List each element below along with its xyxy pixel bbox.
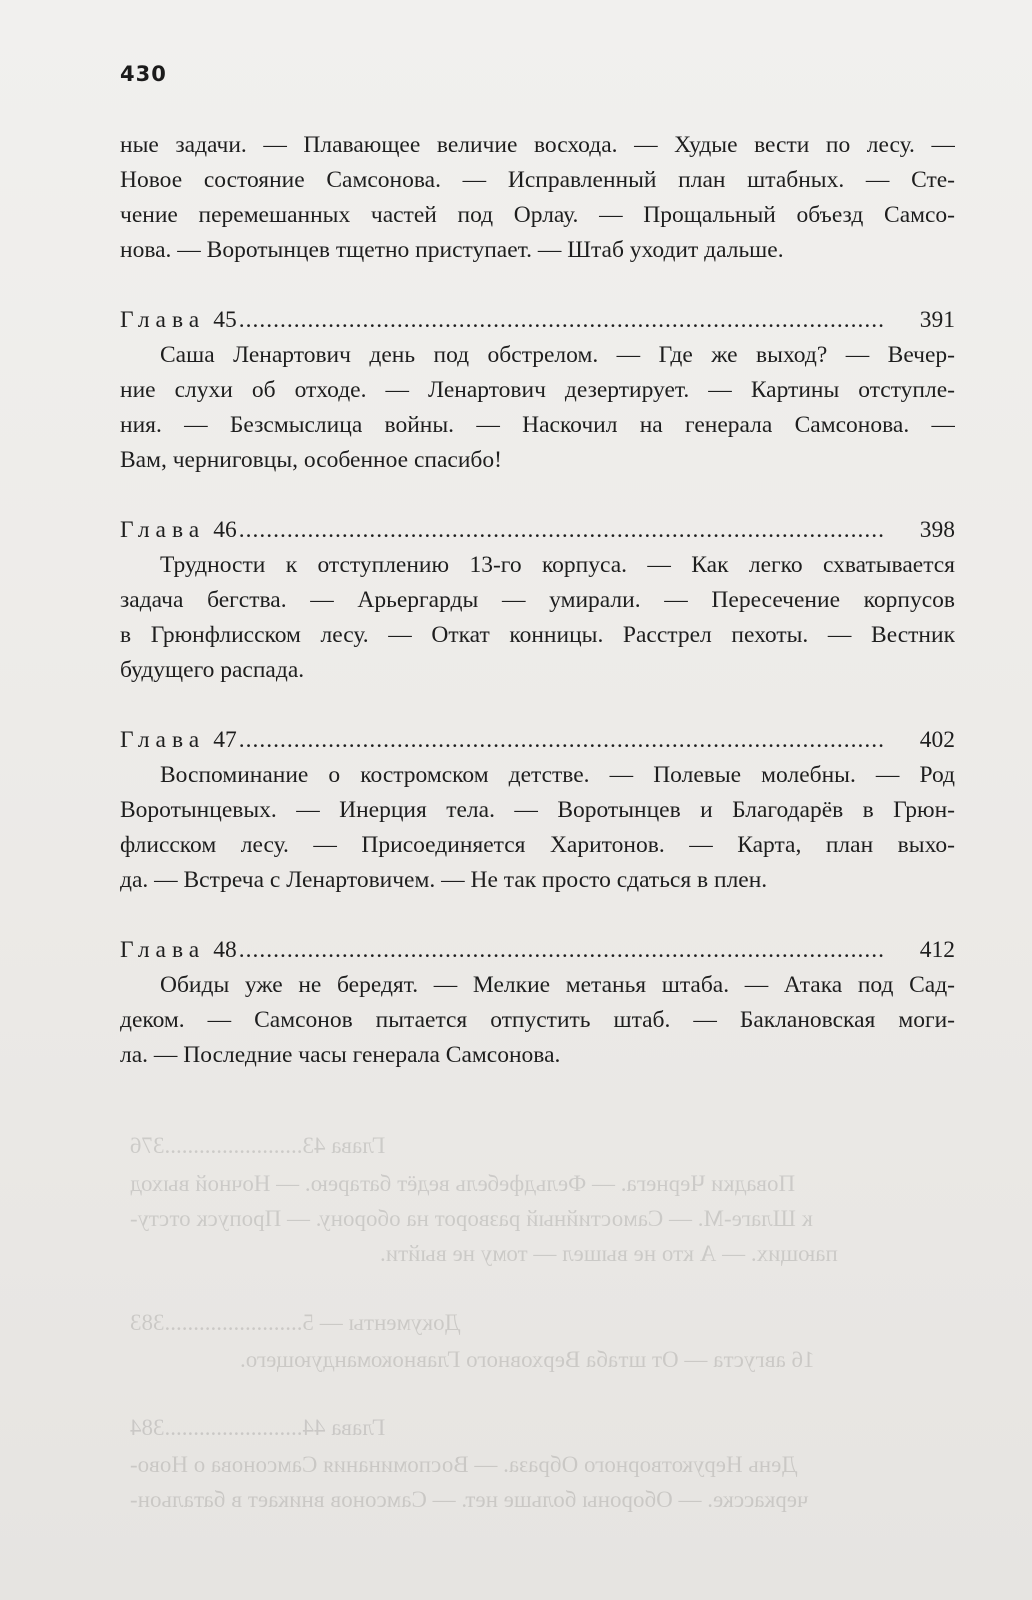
synopsis-line: ла. — Последние часы генерала Самсонова. — [120, 1042, 561, 1068]
chapter-heading-46 — [120, 513, 955, 548]
page-number: 430 — [120, 62, 167, 86]
bleed-through-line: Глава 43........................376 — [130, 1133, 386, 1158]
chapter-synopsis-48 — [120, 968, 955, 1073]
bleed-through-line: к Шлаге-М. — Самостийный разворот на оборону. — Пропуск отсту- — [130, 1206, 813, 1231]
bleed-through-line: Документы — 5........................383 — [130, 1310, 461, 1335]
synopsis-line: Трудности к отступлению 13-го корпуса. — Как легко схватывается — [160, 552, 955, 578]
dot-leader: .............................................................................................. — [238, 307, 885, 333]
dot-leader: .............................................................................................. — [238, 937, 885, 963]
chapter-label: Глава — [120, 937, 206, 963]
synopsis-line: будущего распада. — [120, 657, 305, 683]
synopsis-line: Воротынцевых. — Инерция тела. — Воротынцев и Благодарёв в Грюн- — [120, 797, 955, 823]
chapter-number: 47 — [213, 727, 237, 753]
chapter-heading-47 — [120, 723, 955, 758]
bleed-through-line: черкасске. — Обороны больше нет. — Самсонов вникает в батальон- — [130, 1487, 809, 1512]
chapter-synopsis-45 — [120, 338, 955, 478]
bleed-through-line: Глава 44........................384 — [130, 1415, 386, 1440]
synopsis-line: нова. — Воротынцев тщетно приступает. — Штаб уходит дальше. — [120, 237, 784, 263]
synopsis-line: ние слухи об отходе. — Ленартович дезертирует. — Картины отступле- — [120, 377, 955, 403]
chapter-number: 48 — [213, 937, 237, 963]
chapter-synopsis-47 — [120, 758, 955, 898]
dot-leader: .............................................................................................. — [238, 517, 885, 543]
synopsis-line: Обиды уже не бередят. — Мелкие метанья штаба. — Атака под Сад- — [160, 972, 955, 998]
synopsis-line: Вам, черниговцы, особенное спасибо! — [120, 447, 502, 473]
synopsis-line: флисском лесу. — Присоединяется Харитонов. — Карта, план выхо- — [120, 832, 955, 858]
synopsis-line: в Грюнфлисском лесу. — Откат конницы. Расстрел пехоты. — Вестник — [120, 622, 955, 648]
bleed-through-line: 16 августа — От штаба Верховного Главнокомандующего. — [240, 1347, 815, 1372]
chapter-number: 45 — [213, 307, 237, 333]
synopsis-line: задача бегства. — Арьергарды — умирали. — Пересечение корпусов — [120, 587, 955, 613]
chapter-page-ref: 412 — [919, 937, 955, 963]
chapter-number: 46 — [213, 517, 237, 543]
chapter-heading-45 — [120, 303, 955, 338]
bleed-through-line: День Нерукотворного Образа. — Воспоминания Самсонова о Ново- — [130, 1452, 798, 1477]
chapter-synopsis-46 — [120, 548, 955, 688]
synopsis-line: Воспоминание о костромском детстве. — Полевые молебны. — Род — [160, 762, 955, 788]
synopsis-line: да. — Встреча с Ленартовичем. — Не так просто сдаться в плен. — [120, 867, 768, 893]
chapter-page-ref: 391 — [919, 307, 955, 333]
synopsis-line: Новое состояние Самсонова. — Исправленный план штабных. — Сте- — [120, 167, 955, 193]
bleed-through-line: Повадки Чернега. — Фельдфебель ведёт батарею. — Ночной выход — [130, 1171, 796, 1196]
table-of-contents — [120, 128, 955, 1073]
chapter-label: Глава — [120, 307, 206, 333]
toc-entry-continuation — [120, 128, 955, 268]
synopsis-line: Саша Ленартович день под обстрелом. — Где же выход? — Вечер- — [160, 342, 955, 368]
synopsis-line: чение перемешанных частей под Орлау. — Прощальный объезд Самсо- — [120, 202, 955, 228]
chapter-page-ref: 402 — [919, 727, 955, 753]
chapter-label: Глава — [120, 517, 206, 543]
synopsis-line: ные задачи. — Плавающее величие восхода. — Худые вести по лесу. — — [120, 132, 955, 158]
chapter-page-ref: 398 — [919, 517, 955, 543]
synopsis-line: деком. — Самсонов пытается отпустить штаб. — Баклановская моги- — [120, 1007, 955, 1033]
chapter-label: Глава — [120, 727, 206, 753]
bleed-through-line: пающих. — А кто не вышел — тому не выйти. — [380, 1241, 838, 1266]
dot-leader: .............................................................................................. — [238, 727, 885, 753]
synopsis-line: ния. — Безсмыслица войны. — Наскочил на генерала Самсонова. — — [120, 412, 955, 438]
chapter-heading-48 — [120, 933, 955, 968]
